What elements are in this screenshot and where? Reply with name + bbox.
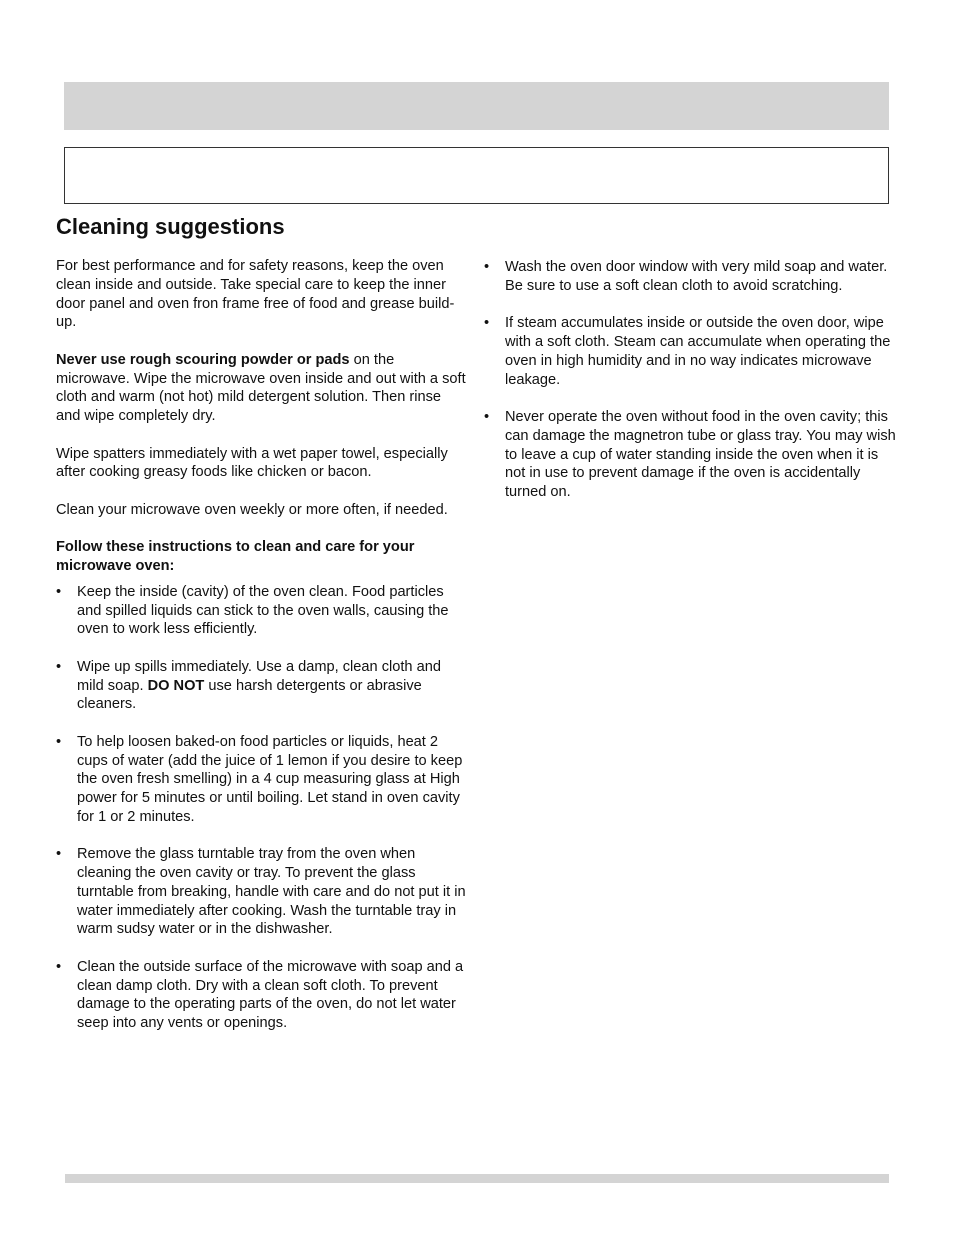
warning-text: on the microwave. Wipe the microwave oven inside and out with a soft cloth and warm (not hot) mild detergent solution. Then rinse and wipe completely dry. [56,351,466,425]
list-item-text: Clean the outside surface of the microwave with soap and a clean damp cloth. Dry with a clean soft cloth. To prevent damage to the operating parts of the oven, do not let water seep into any vents or openings. [77,958,464,1032]
header-band [64,82,889,130]
list-item-text: Wash the oven door window with very mild soap and water. Be sure to use a soft clean cloth to avoid scratching. [505,259,888,294]
bullet-icon: • [484,259,490,275]
list-item-text: Never operate the oven without food in the oven cavity; this can damage the magnetron tube or glass tray. You may wish to leave a cup of water standing inside the oven when it is not in use to prevent damage if the oven is accidentally turned on. [505,408,896,501]
list-item-text: If steam accumulates inside or outside the oven door, wipe with a soft cloth. Steam can accumulate when operating the oven in high humidity and in no way indicates microwave leakage. [505,315,891,388]
right-bullet-list [484,258,900,502]
list-item [56,733,468,827]
list-item [56,845,468,939]
warning-bold-text: Never use rough scouring powder or pads [56,351,350,368]
list-item-text [77,659,441,713]
left-column [56,257,468,1052]
footer-band [65,1174,889,1183]
list-item [56,583,468,639]
bullet-icon: • [56,658,62,675]
bullet-icon: • [56,733,62,750]
warning-paragraph [56,351,468,426]
bullet-icon: • [56,958,62,975]
list-item-text-bold: DO NOT [147,677,205,694]
instructions-heading: Follow these instructions to clean and care for your microwave oven: [56,539,415,574]
list-item [56,958,468,1033]
left-bullet-list [56,583,468,1033]
list-item-text: Remove the glass turntable tray from the oven when cleaning the oven cavity or tray. To prevent the glass turntable from breaking, handle with care and do not put it in water immediately after cooking. Wash the turntable tray in warm sudsy water or in the dishwasher. [77,846,466,938]
intro-paragraph: For best performance and for safety reasons, keep the oven clean inside and outside. Take special care to keep the inner door panel and oven fron frame free of food and grease build-up. [56,258,455,331]
list-item [484,314,900,389]
list-item-text-pre: Wipe up spills immediately. Use a damp, clean cloth and mild soap. [77,658,441,694]
list-item-text: Keep the inside (cavity) of the oven clean. Food particles and spilled liquids can stick to the oven walls, causing the oven to work less efficiently. [77,583,449,638]
bullet-icon: • [484,408,490,425]
header-box [64,147,889,204]
list-item [484,408,900,502]
bullet-icon: • [56,846,62,863]
section-title: Cleaning suggestions [56,214,285,239]
list-item [56,658,468,714]
list-item-text: To help loosen baked-on food particles or liquids, heat 2 cups of water (add the juice of 1 lemon if you desire to keep the oven fresh smelling) in a 4 cup measuring glass at High power for 5 minutes or until boiling. Let stand in oven cavity for 1 or 2 minutes. [77,733,463,825]
bullet-icon: • [56,583,62,600]
bullet-icon: • [484,315,490,332]
list-item [484,258,900,296]
list-item-text-post: use harsh detergents or abrasive cleaners. [77,677,422,713]
weekly-paragraph: Clean your microwave oven weekly or more often, if needed. [56,501,448,518]
spatters-paragraph: Wipe spatters immediately with a wet paper towel, especially after cooking greasy foods like chicken or bacon. [56,445,448,481]
right-column [484,258,900,521]
